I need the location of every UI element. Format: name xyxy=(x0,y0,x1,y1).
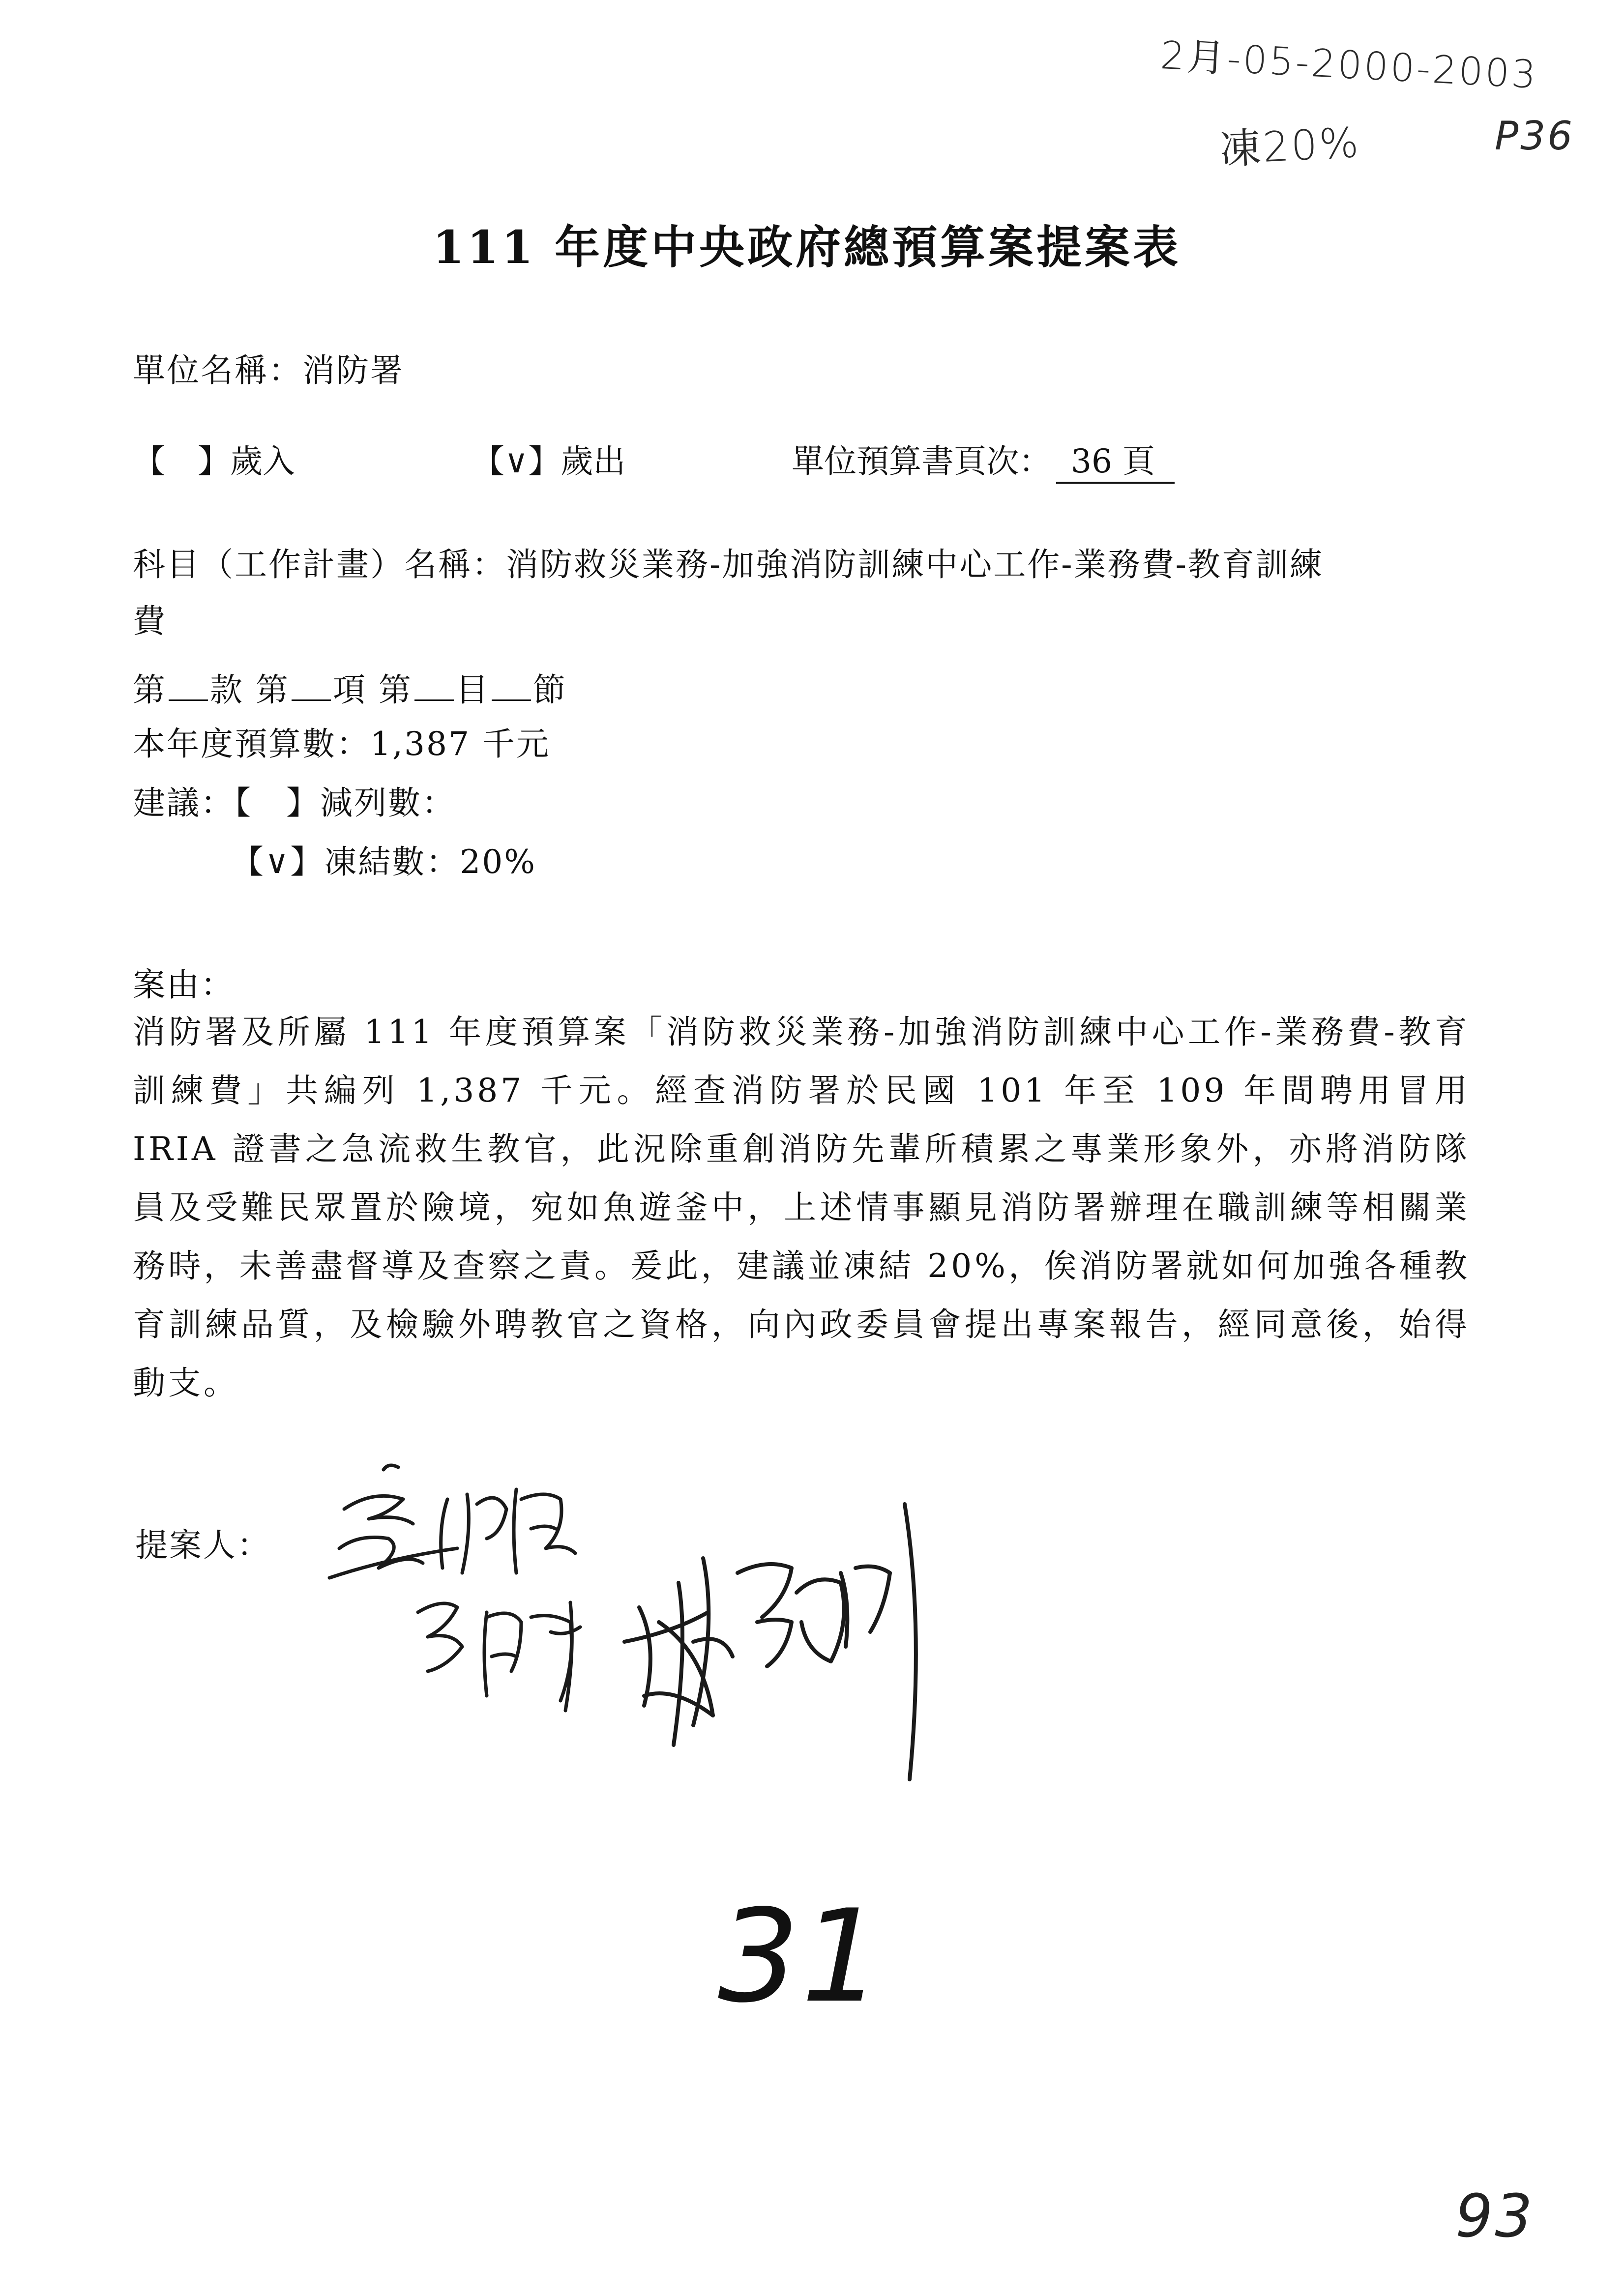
subject-line-continued: 費 xyxy=(133,602,167,640)
expenditure-checkbox-label: 【∨】歲出 xyxy=(472,442,626,480)
budget-amount-line: 本年度預算數：1,387 千元 xyxy=(133,725,550,763)
handwritten-page-number: 31 xyxy=(718,1883,885,2031)
subject-line: 科目（工作計畫）名稱：消防救災業務-加強消防訓練中心工作-業務費-教育訓練 xyxy=(133,546,1324,583)
freeze-line: 【∨】凍結數：20% xyxy=(231,843,537,881)
blank-field xyxy=(169,672,208,701)
handwritten-bottom-number: 93 xyxy=(1455,2182,1535,2251)
unit-name-line: 單位名稱：消防署 xyxy=(133,351,404,389)
blank-field xyxy=(414,672,454,701)
revenue-checkbox-label: 【 】歲入 xyxy=(133,442,295,480)
section-text: 款 第 xyxy=(210,671,290,709)
handwritten-code-note: 2月-05-2000-2003 xyxy=(1159,33,1539,98)
suggestion-line: 建議：【 】減列數： xyxy=(133,784,456,822)
section-text: 項 第 xyxy=(332,671,413,709)
proposer-label: 提案人： xyxy=(135,1526,271,1564)
reason-label: 案由： xyxy=(133,966,235,1004)
handwritten-freeze-note: 凍20% xyxy=(1218,118,1362,174)
section-text: 第 xyxy=(133,671,167,709)
section-text: 目 xyxy=(455,671,490,709)
section-line xyxy=(133,664,567,710)
section-text: 節 xyxy=(532,671,567,709)
page-reference-value: 36 頁 xyxy=(1056,435,1175,484)
reason-text: 消防署及所屬 111 年度預算案「消防救災業務-加強消防訓練中心工作-業務費-教育訓練費」共編列 1,387 千元。經查消防署於民國 101 年至 109 年間聘用冒用 IRIA 證書之急流救生教官，此況除重創消防先輩所積累之專業形象外，亦將消防隊員及受難民眾置於險境，宛如魚遊釜中，上述情事顯見消防署辦理在職訓練等相關業務時，未善盡督導及查察之責。爰此，建議並凍結 20%，俟消防署就如何加強各種教育訓練品質，及檢驗外聘教官之資格，向內政委員會提出專案報告，經同意後，始得動支。 xyxy=(133,1013,1470,1402)
blank-field xyxy=(492,672,531,701)
blank-field xyxy=(292,672,331,701)
page-reference xyxy=(792,435,1175,484)
page-reference-label: 單位預算書頁次： xyxy=(792,442,1051,480)
signature-3 xyxy=(610,1494,944,1789)
document-title: 111 年度中央政府總預算案提案表 xyxy=(433,221,1181,274)
handwritten-page-note: P36 xyxy=(1495,113,1575,159)
